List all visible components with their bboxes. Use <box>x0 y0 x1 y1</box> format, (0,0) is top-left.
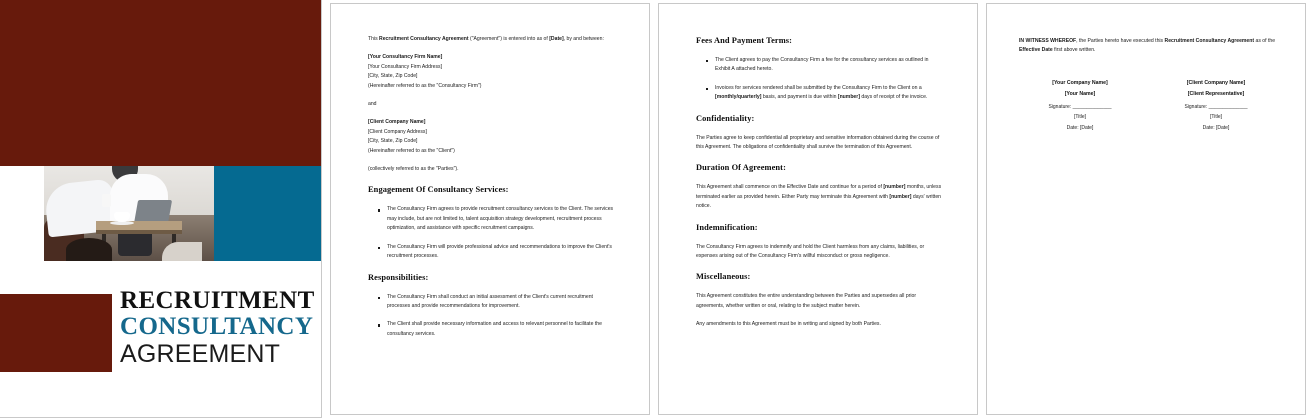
heading-fees: Fees And Payment Terms: <box>696 36 793 45</box>
intro-date-placeholder: [Date] <box>549 36 564 42</box>
intro-paragraph <box>368 35 616 44</box>
intro-prefix: This <box>368 36 380 42</box>
witness-lead-bold: IN WITNESS WHEREOF <box>1019 38 1077 44</box>
invoice-text-2: basis, and payment is due within <box>761 94 838 101</box>
photo-chair-foreground <box>66 238 112 261</box>
heading-indemnification: Indemnification: <box>696 222 758 232</box>
engagement-bullet-list <box>368 205 616 261</box>
sig-company-name: [Client Company Name] <box>1186 79 1246 86</box>
sig-date-field[interactable]: Date: [Date] <box>1066 124 1094 131</box>
list-item: The Consultancy Firm agrees to provide recruitment consultancy services to the Client. The services may include, but are not limited to, talent acquisition strategy development, recruitment process optimization, and assistance with specific recruitment campaigns. <box>387 205 616 233</box>
page3-content <box>696 35 944 339</box>
cover-title-line-2: CONSULTANCY <box>120 313 314 340</box>
signature-grid <box>1019 78 1277 134</box>
duration-text-2: months, unless terminated earlier as provided herein. Either Party may terminate this Agreement with <box>696 184 942 200</box>
heading-responsibilities: Responsibilities: <box>368 272 429 282</box>
client-company-citystatezip: [City, State, Zip Code] <box>368 138 418 145</box>
sig-signature-line[interactable]: Signature: ______________ <box>1048 103 1112 110</box>
invoice-text-3: days of receipt of the invoice. <box>859 94 928 101</box>
list-item: The Client shall provide necessary information and access to relevant personnel to facilitate the consultancy services. <box>387 320 616 339</box>
miscellaneous-body-2: Any amendments to this Agreement must be in writing and signed by both Parties. <box>696 321 881 328</box>
heading-duration: Duration Of Agreement: <box>696 163 786 173</box>
cover-title-line-3: AGREEMENT <box>120 340 281 368</box>
list-item: The Consultancy Firm will provide professional advice and recommendations to improve the Client's recruitment processes. <box>387 243 616 262</box>
cover-title-line-1: RECRUITMENT <box>120 287 315 314</box>
sig-date-field[interactable]: Date: [Date] <box>1202 124 1230 131</box>
heading-confidentiality: Confidentiality: <box>696 113 755 123</box>
responsibilities-bullet-list <box>368 293 616 340</box>
page-parties-engagement <box>330 3 650 415</box>
sig-title-field[interactable]: [Title] <box>1073 113 1087 120</box>
witness-agreement-name: Recruitment Consultancy Agreement <box>1164 38 1255 44</box>
invoice-days-placeholder: [number] <box>837 94 860 101</box>
page-signatures <box>986 3 1306 415</box>
client-company-address: [Client Company Address] <box>368 128 427 135</box>
signature-block-client-company <box>1155 78 1277 134</box>
cover-photo <box>44 166 214 261</box>
intro-suffix: , by and between: <box>563 36 604 42</box>
list-item: The Client agrees to pay the Consultancy Firm a fee for the consultancy services as outlined in Exhibit A attached hereto. <box>715 56 944 75</box>
cover-hero-block <box>0 0 322 166</box>
miscellaneous-body-1: This Agreement constitutes the entire understanding between the Parties and supersedes all prior agreements, whether written or oral, relating to the subject matter herein. <box>696 293 917 309</box>
fees-bullet-list <box>696 56 944 103</box>
consultancy-firm-citystatezip: [City, State, Zip Code] <box>368 73 418 80</box>
client-company-reference: (Hereinafter referred to as the "Client") <box>368 147 455 154</box>
witness-text-3: first above written. <box>1052 47 1096 54</box>
and-connector: and <box>368 101 377 108</box>
heading-miscellaneous: Miscellaneous: <box>696 272 751 282</box>
witness-effective-date: Effective Date <box>1019 47 1053 54</box>
consultancy-firm-name: [Your Consultancy Firm Name] <box>368 54 443 61</box>
consultancy-firm-address: [Your Consultancy Firm Address] <box>368 63 442 70</box>
heading-engagement: Engagement Of Consultancy Services: <box>368 185 509 195</box>
page4-content <box>1019 37 1277 134</box>
photo-foreground-object <box>162 242 202 261</box>
cover-accent-swatch <box>0 294 112 372</box>
sig-representative-name: [Client Representative] <box>1187 90 1245 97</box>
client-company-name: [Client Company Name] <box>368 119 426 126</box>
page2-content <box>368 35 616 347</box>
witness-text-2: as of the <box>1254 38 1276 44</box>
witness-paragraph <box>1019 37 1277 56</box>
intro-agreement-name: Recruitment Consultancy Agreement <box>379 36 469 42</box>
duration-body <box>696 183 944 211</box>
photo-table-top <box>96 221 182 230</box>
list-item <box>715 84 944 103</box>
photo-takeaway-cup <box>102 194 111 207</box>
sig-representative-name: [Your Name] <box>1064 90 1096 97</box>
cover-title-block <box>120 288 320 368</box>
duration-text-1: This Agreement shall commence on the Effective Date and continue for a period of <box>696 184 884 191</box>
witness-text-1: , the Parties hereto have executed this <box>1076 38 1165 44</box>
duration-text-3: days' written notice. <box>696 193 942 210</box>
page-cover <box>0 0 322 418</box>
invoice-frequency-placeholder: [monthly/quarterly] <box>715 94 762 101</box>
sig-company-name: [Your Company Name] <box>1052 79 1108 86</box>
list-item: The Consultancy Firm shall conduct an initial assessment of the Client's current recruitment processes and provide recommendations for improvement. <box>387 293 616 312</box>
duration-notice-placeholder: [number] <box>889 193 912 200</box>
sig-title-field[interactable]: [Title] <box>1209 113 1223 120</box>
intro-mid: ("Agreement") is entered into as of <box>468 36 550 42</box>
consultancy-firm-reference: (Hereinafter referred to as the "Consultancy Firm") <box>368 82 482 89</box>
signature-block-your-company <box>1019 78 1141 134</box>
invoice-text-1: Invoices for services rendered shall be submitted by the Consultancy Firm to the Client on a <box>715 84 922 91</box>
collective-parties-line: (collectively referred to as the "Parties"). <box>368 166 459 173</box>
duration-months-placeholder: [number] <box>883 184 906 191</box>
page-fees-terms <box>658 3 978 415</box>
indemnification-body: The Consultancy Firm agrees to indemnify and hold the Client harmless from any claims, liabilities, or expenses arising out of the Consultancy Firm's willful misconduct or gross negligence. <box>696 243 925 260</box>
confidentiality-body: The Parties agree to keep confidential all proprietary and sensitive information obtained during the course of this Agreement. The obligations of confidentiality shall survive the termination of this Agreement. <box>696 134 940 151</box>
photo-table-edge <box>96 230 182 234</box>
sig-signature-line[interactable]: Signature: ______________ <box>1184 103 1248 110</box>
